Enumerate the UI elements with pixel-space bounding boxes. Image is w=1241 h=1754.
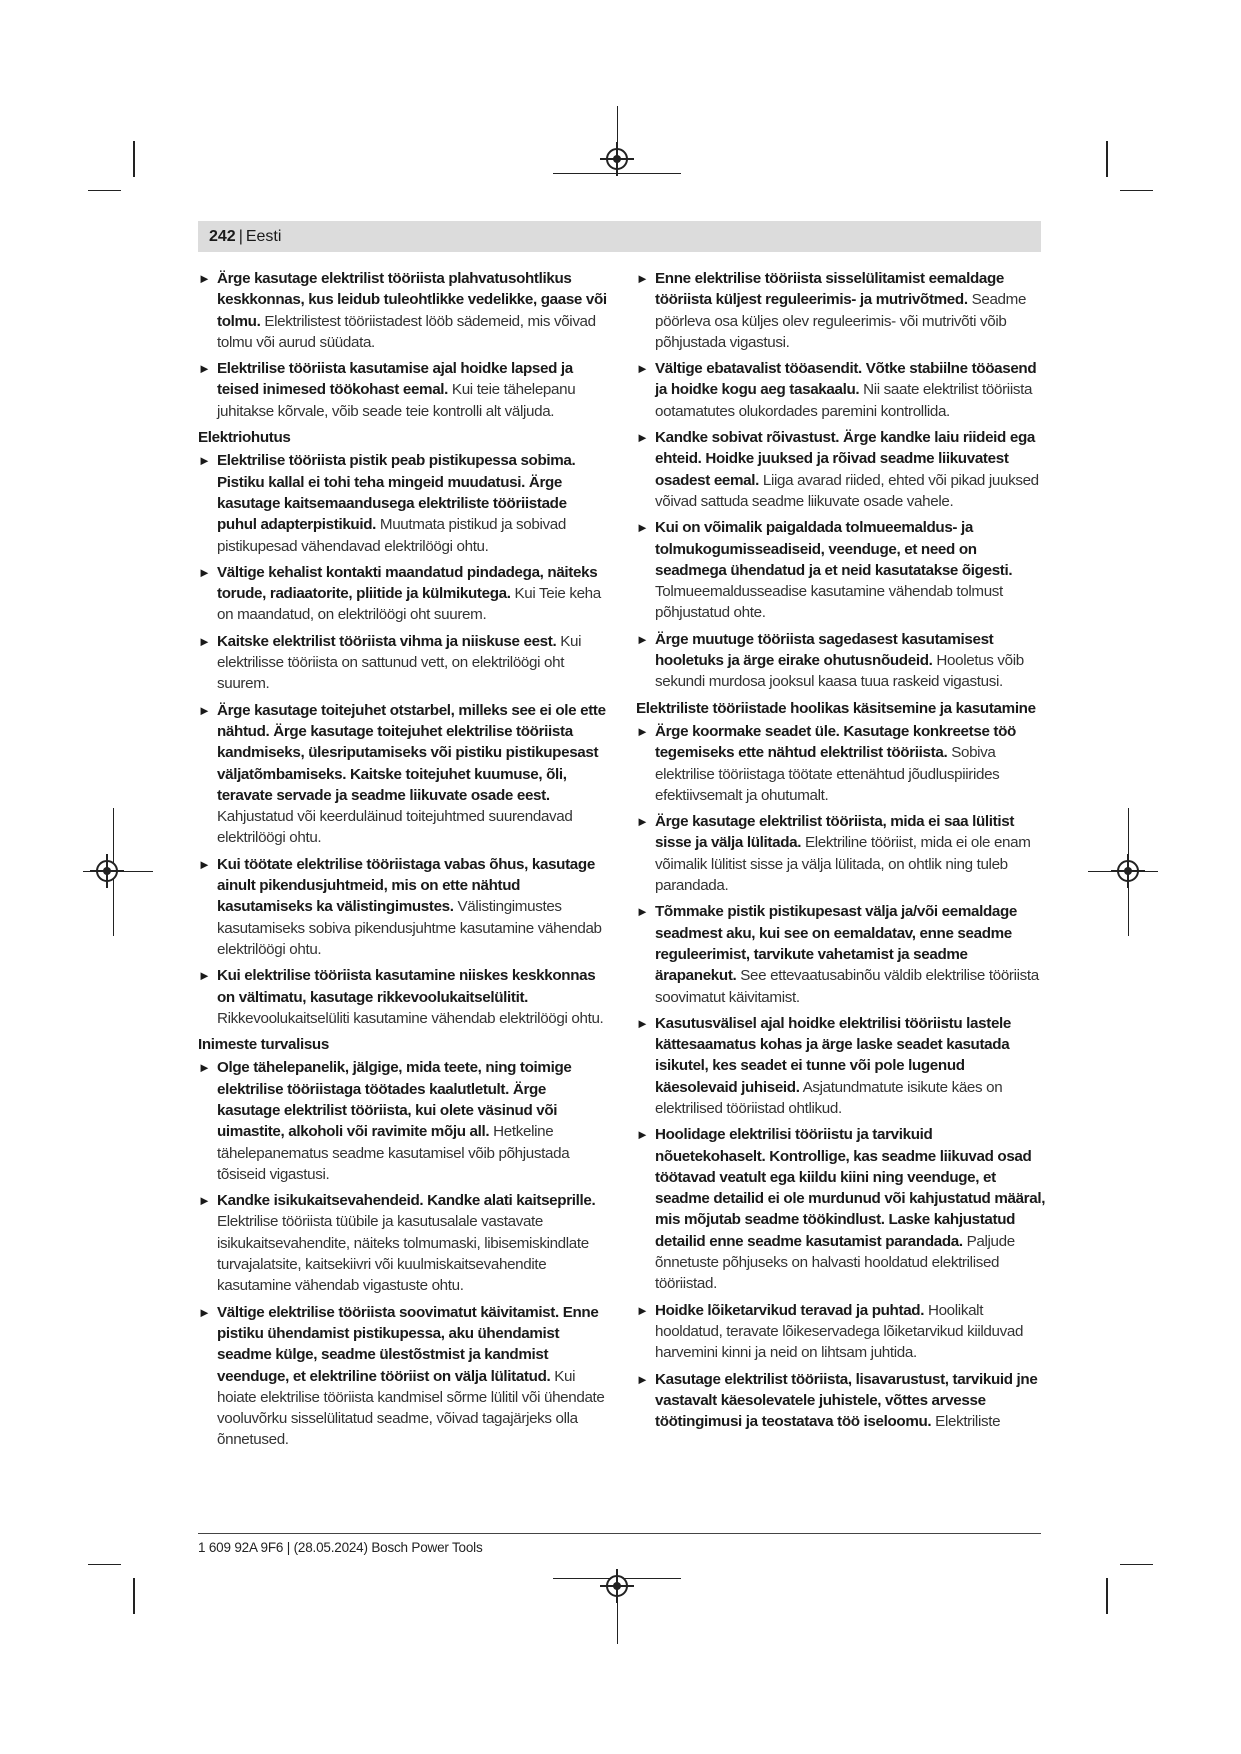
- right-items-top: [636, 268, 1046, 693]
- safety-instruction-item: [636, 1013, 1046, 1119]
- instruction-bold-text: Kasutusvälisel ajal hoidke elektrilisi tööriistu lastele kättesaamatus kohas ja ärge laske seadet kasutada isikutel, kes seadet ei tunne või pole lugenud käesolevaid juhiseid.: [655, 1014, 1012, 1096]
- instruction-explanation-text: Elektriline tööriist, mida ei ole enam võimalik lülitist sisse ja välja lülitada, on ohtlik ning tuleb parandada.: [655, 834, 1031, 895]
- crop-mark: [88, 1564, 121, 1565]
- crop-mark: [1106, 1578, 1108, 1614]
- safety-instruction-item: [198, 562, 608, 626]
- left-items-top: [198, 268, 608, 422]
- bullet-arrow-icon: ►: [636, 723, 649, 739]
- crop-mark: [1120, 190, 1153, 191]
- safety-instruction-item: [198, 700, 608, 849]
- instruction-explanation-text: Rikkevoolukaitselüliti kasutamine vähendab elektrilöögi ohtu.: [217, 1009, 604, 1027]
- instruction-bold-text: Olge tähelepanelik, jälgige, mida teete, ning toimige elektrilise tööriistaga töötades kaalutletult. Ärge kasutage elektrilist tööriista, kui olete väsinud või uimastite, alkoholi või ravimite mõju all.: [217, 1059, 572, 1141]
- bullet-arrow-icon: ►: [198, 1304, 211, 1320]
- safety-instruction-item: [636, 1124, 1046, 1294]
- registration-mark-icon: [1117, 860, 1139, 882]
- crop-mark: [1106, 141, 1108, 177]
- registration-mark-icon: [606, 1575, 628, 1597]
- bullet-arrow-icon: ►: [636, 904, 649, 920]
- bullet-arrow-icon: ►: [636, 1015, 649, 1031]
- safety-instruction-item: [198, 631, 608, 695]
- safety-instruction-item: [636, 517, 1046, 623]
- instruction-bold-text: Ärge kasutage elektrilist tööriista plahvatusohtlikus keskkonnas, kus leidub tuleohtlikke vedelikke, gaase või tolmu.: [217, 270, 607, 330]
- section-title-personal-safety: Inimeste turvalisus: [198, 1036, 329, 1054]
- crop-mark: [133, 141, 135, 177]
- safety-instruction-item: [636, 1300, 1046, 1364]
- bullet-arrow-icon: ►: [198, 633, 211, 649]
- instruction-bold-text: Elektrilise tööriista kasutamise ajal hoidke lapsed ja teised inimesed töökohast eemal.: [217, 360, 573, 399]
- instruction-explanation-text: Asjatundmatute isikute käes on elektrilised tööriistad ohtlikud.: [655, 1078, 1003, 1117]
- instruction-bold-text: Tõmmake pistik pistikupesast välja ja/või eemaldage seadmest aku, kui see on eemaldatav, enne seadme reguleerimist, tarvikute vahetamist ja seadme ärapanekut.: [655, 903, 1018, 985]
- safety-instruction-item: [198, 268, 608, 353]
- instruction-explanation-text: Hetkeline tähelepanematus seadme kasutamisel võib põhjustada tõsiseid vigastusi.: [217, 1123, 570, 1183]
- left-column: [198, 268, 608, 1456]
- safety-instruction-item: [636, 811, 1046, 896]
- instruction-explanation-text: Liiga avarad riided, ehted või pikad juuksed võivad sattuda seadme liikuvate osade vahele.: [655, 471, 1039, 510]
- safety-instruction-item: [198, 450, 608, 556]
- bullet-arrow-icon: ►: [636, 430, 649, 446]
- safety-instruction-item: [636, 901, 1046, 1007]
- instruction-bold-text: Vältige elektrilise tööriista soovimatut käivitamist. Enne pistiku ühendamist pistikupessa, aku ühendamist seadme külge, seadme ülestõstmist ja kandmist veenduge, et elektriline tööriist on välja lülitatud.: [217, 1303, 599, 1385]
- safety-instruction-item: [198, 1057, 608, 1185]
- instruction-explanation-text: Välistingimustes kasutamiseks sobiva pikendusjuhtme kasutamine vähendab elektrilöögi ohtu.: [217, 898, 602, 958]
- instruction-bold-text: Vältige ebatavalist tööasendit. Võtke stabiilne tööasend ja hoidke kogu aeg tasakaalu.: [655, 360, 1037, 399]
- instruction-bold-text: Kandke isikukaitsevahendeid. Kandke alati kaitseprille.: [217, 1192, 596, 1210]
- instruction-bold-text: Hoidke lõiketarvikud teravad ja puhtad.: [655, 1301, 925, 1319]
- instruction-explanation-text: Elektrilise tööriista tüübile ja kasutusalale vastavate isikukaitsevahendite, näiteks tolmumaski, libisemiskindlate turvajalatsite, kaitsekiivri või kuulmiskaitsevahendite kasutamine vähendab vigastuste ohtu.: [217, 1213, 589, 1295]
- header-separator: |: [238, 227, 243, 245]
- crop-mark: [88, 190, 121, 191]
- footer-rule: [198, 1533, 1041, 1534]
- instruction-explanation-text: See ettevaatusabinõu väldib elektrilise tööriista soovimatut käivitamist.: [655, 967, 1039, 1006]
- page-number: 242: [209, 227, 236, 245]
- instruction-bold-text: Kui töötate elektrilise tööriistaga vabas õhus, kasutage ainult pikendusjuhtmeid, mis on ette nähtud kasutamiseks ka välistingimustes.: [217, 855, 595, 916]
- instruction-bold-text: Kandke sobivat rõivastust. Ärge kandke laiu riideid ega ehteid. Hoidke juuksed ja rõivad seadme liikuvatest osadest eemal.: [655, 429, 1035, 489]
- safety-instruction-item: [636, 1369, 1046, 1433]
- instruction-explanation-text: Kui Teie keha on maandatud, on elektrilöögi oht suurem.: [217, 585, 601, 624]
- instruction-bold-text: Enne elektrilise tööriista sisselülitamist eemaldage tööriista küljest reguleerimis- ja mutrivõtmed.: [655, 270, 1004, 309]
- bullet-arrow-icon: ►: [198, 564, 211, 580]
- instruction-bold-text: Vältige kehalist kontakti maandatud pindadega, näiteks torude, radiaatorite, pliitide ja külmikutega.: [217, 563, 598, 603]
- instruction-bold-text: Ärge muutuge tööriista sagedasest kasutamisest hooletuks ja ärge eirake ohutusnõudeid.: [655, 630, 994, 670]
- instruction-explanation-text: Nii saate elektrilist tööriista ootamatutes olukordades paremini kontrollida.: [655, 381, 1033, 420]
- left-items-personal: [198, 1057, 608, 1450]
- safety-instruction-item: [636, 268, 1046, 353]
- bullet-arrow-icon: ►: [198, 1060, 211, 1076]
- registration-mark-icon: [606, 148, 628, 170]
- instruction-explanation-text: Hooletus võib sekundi murdosa jooksul kaasa tuua raskeid vigastusi.: [655, 652, 1024, 691]
- bullet-arrow-icon: ►: [198, 702, 211, 718]
- bullet-arrow-icon: ►: [636, 520, 649, 536]
- instruction-bold-text: Kui on võimalik paigaldada tolmueemaldus- ja tolmukogumisseadiseid, veenduge, et need on seadmega ühendatud ja et neid kasutatakse õigesti.: [655, 519, 1013, 579]
- bullet-arrow-icon: ►: [636, 814, 649, 830]
- instruction-explanation-text: Kahjustatud või keerduläinud toitejuhtmed suurendavad elektrilöögi ohtu.: [217, 808, 573, 847]
- footer-text: 1 609 92A 9F6 | (28.05.2024) Bosch Power Tools: [198, 1540, 483, 1555]
- bullet-arrow-icon: ►: [636, 1302, 649, 1318]
- header-language: Eesti: [245, 227, 282, 245]
- safety-instruction-item: [198, 1302, 608, 1451]
- bullet-arrow-icon: ►: [198, 271, 211, 286]
- registration-mark-icon: [96, 860, 118, 882]
- safety-instruction-item: [636, 721, 1046, 806]
- instruction-bold-text: Kaitske elektrilist tööriista vihma ja niiskuse eest.: [217, 632, 557, 650]
- safety-instruction-item: [198, 358, 608, 422]
- instruction-bold-text: Kasutage elektrilist tööriista, lisavarustust, tarvikuid jne vastavalt käesolevatele juhistele, võttes arvesse töötingimusi ja teostatava töö iseloomu.: [655, 1370, 1038, 1431]
- instruction-explanation-text: Muutmata pistikud ja sobivad pistikupesad vähendavad elektrilöögi ohtu.: [217, 516, 566, 555]
- bullet-arrow-icon: ►: [198, 361, 211, 377]
- instruction-bold-text: Ärge kasutage elektrilist tööriista, mida ei saa lülitist sisse ja välja lülitada.: [655, 813, 1015, 852]
- instruction-explanation-text: Kui elektrilisse tööriista on sattunud vett, on elektrilöögi oht suurem.: [217, 632, 582, 693]
- bullet-arrow-icon: ►: [198, 453, 211, 469]
- instruction-bold-text: Ärge kasutage toitejuhet otstarbel, milleks see ei ole ette nähtud. Ärge kasutage toitejuhet elektrilise tööriista kandmiseks, ülesriputamiseks või pistiku pistikupesast väljatõmbamiseks. Kaitske toitejuhet kuumuse, õli, teravate servade ja seadme liikuvate osade eest.: [217, 701, 606, 804]
- bullet-arrow-icon: ►: [636, 361, 649, 377]
- instruction-explanation-text: Kui teie tähelepanu juhitakse kõrvale, võib seade teie kontrolli alt väljuda.: [217, 381, 576, 420]
- bullet-arrow-icon: ►: [198, 1193, 211, 1209]
- instruction-bold-text: Kui elektrilise tööriista kasutamine niiskes keskkonnas on vältimatu, kasutage rikkevoolukaitselülitit.: [217, 967, 596, 1006]
- instruction-explanation-text: Kui hoiate elektrilise tööriista kandmisel sõrme lülitil või ühendate vooluvõrku sisselülitatud seadme, võivad tagajärjeks olla õnnetused.: [217, 1367, 605, 1449]
- left-items-electrical: [198, 450, 608, 1029]
- crop-mark: [133, 1578, 135, 1614]
- crop-mark: [1120, 1564, 1153, 1565]
- safety-instruction-item: [198, 965, 608, 1029]
- section-title-electrical-safety: Elektriohutus: [198, 429, 291, 447]
- instruction-explanation-text: Tolmueemaldusseadise kasutamine vähendab tolmust põhjustatud ohte.: [655, 583, 1003, 622]
- safety-instruction-item: [636, 427, 1046, 512]
- instruction-bold-text: Elektrilise tööriista pistik peab pistikupessa sobima. Pistiku kallal ei tohi teha mingeid muudatusi. Ärge kasutage kaitsemaandusega elektriliste tööriistade puhul adapterpistikuid.: [217, 452, 576, 534]
- safety-instruction-item: [636, 629, 1046, 693]
- safety-instruction-item: [636, 358, 1046, 422]
- section-title-tool-handling: Elektriliste tööriistade hoolikas käsitsemine ja kasutamine: [636, 699, 1036, 717]
- bullet-arrow-icon: ►: [198, 856, 211, 872]
- instruction-bold-text: Ärge koormake seadet üle. Kasutage konkreetse töö tegemiseks ette nähtud elektrilist tööriista.: [655, 722, 1016, 762]
- instruction-explanation-text: Hoolikalt hooldatud, teravate lõikeservadega lõiketarvikud kiilduvad harvemini kinni ja neid on lihtsam juhtida.: [655, 1301, 1024, 1362]
- right-items-handling: [636, 721, 1046, 1433]
- safety-instruction-item: [198, 1190, 608, 1296]
- instruction-explanation-text: Elektrilistest tööriistadest lööb sädemeid, mis võivad tolmu või aurud süüdata.: [217, 312, 596, 351]
- right-column: [636, 268, 1046, 1437]
- instruction-bold-text: Hoolidage elektrilisi tööriistu ja tarvikuid nõuetekohaselt. Kontrollige, kas seadme liikuvad osad töötavad veatult ega kiildu kiini ning veenduge, et seadme detailid ei ole murdunud või kahjustatud määral, mis mõjutab seadme töökindlust. Laske kahjustatud detailid enne seadme kasutamist parandada.: [655, 1126, 1046, 1250]
- bullet-arrow-icon: ►: [636, 631, 649, 647]
- safety-instruction-item: [198, 854, 608, 960]
- bullet-arrow-icon: ►: [636, 1127, 649, 1143]
- bullet-arrow-icon: ►: [636, 1371, 649, 1387]
- instruction-explanation-text: Seadme pöörleva osa küljes olev reguleerimis- või mutrivõti võib põhjustada vigastusi.: [655, 291, 1027, 351]
- instruction-explanation-text: Elektriliste: [935, 1413, 1001, 1431]
- bullet-arrow-icon: ►: [636, 271, 649, 286]
- instruction-explanation-text: Sobiva elektrilise tööriistaga töötate ettenähtud jõudluspiirides efektiivsemalt ja ohutumalt.: [655, 744, 1000, 804]
- page-header: [198, 221, 1041, 252]
- instruction-explanation-text: Paljude õnnetuste põhjuseks on halvasti hooldatud elektrilised tööriistad.: [655, 1232, 1015, 1293]
- bullet-arrow-icon: ►: [198, 968, 211, 984]
